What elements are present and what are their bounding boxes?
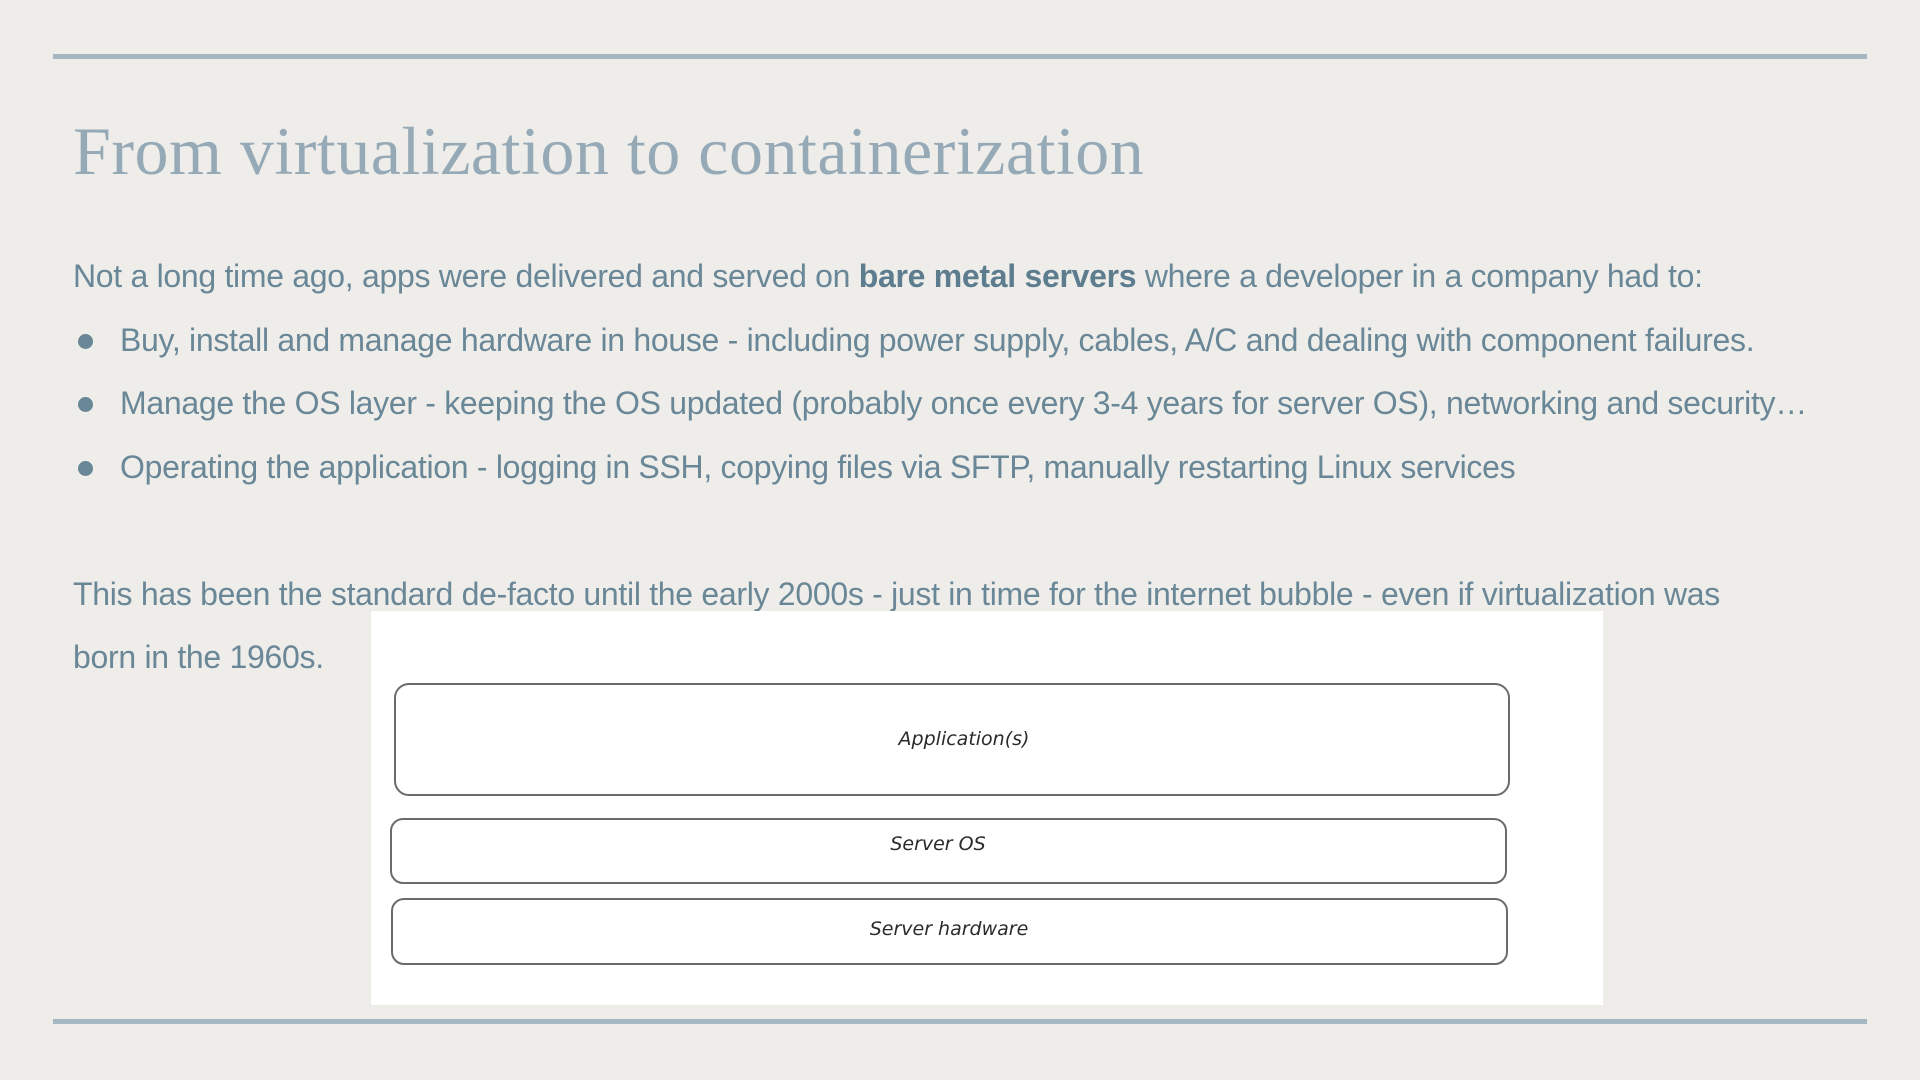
intro-paragraph: [73, 245, 1853, 309]
closing-line-2: born in the 1960s.: [73, 639, 324, 675]
slide-title: From virtualization to containerization: [73, 113, 1145, 189]
intro-text-end: where a developer in a company had to:: [1136, 258, 1703, 294]
bullet-dot-icon: [78, 461, 93, 476]
server-os-layer-label: Server OS: [890, 833, 986, 855]
bullet-text: Buy, install and manage hardware in house - including power supply, cables, A/C and dealing with component failures.: [120, 321, 1755, 358]
bullet-item: [73, 309, 1853, 373]
bullet-dot-icon: [78, 334, 93, 349]
server-hardware-layer-label: Server hardware: [869, 918, 1029, 940]
bare-metal-stack-diagram: [371, 611, 1603, 1005]
bottom-divider: [53, 1019, 1867, 1024]
bullet-list: [73, 309, 1853, 500]
diagram-layers-svg: [371, 611, 1603, 1005]
bullet-text: Manage the OS layer - keeping the OS updated (probably once every 3-4 years for server OS), networking and security…: [120, 385, 1807, 421]
bullet-dot-icon: [78, 397, 93, 412]
application-layer-label: Application(s): [898, 728, 1030, 750]
intro-text-start: Not a long time ago, apps were delivered and served on: [73, 258, 859, 294]
bullet-item: [73, 372, 1853, 436]
closing-line-1: This has been the standard de-facto until the early 2000s - just in time for the internet bubble - even if virtualization was: [73, 575, 1720, 612]
intro-bold-text: bare metal servers: [858, 258, 1137, 294]
bullet-text: Operating the application - logging in SSH, copying files via SFTP, manually restarting Linux services: [120, 448, 1516, 485]
bullet-item: [73, 436, 1853, 500]
top-divider: [53, 54, 1867, 59]
paragraph-spacer: [73, 499, 1853, 563]
